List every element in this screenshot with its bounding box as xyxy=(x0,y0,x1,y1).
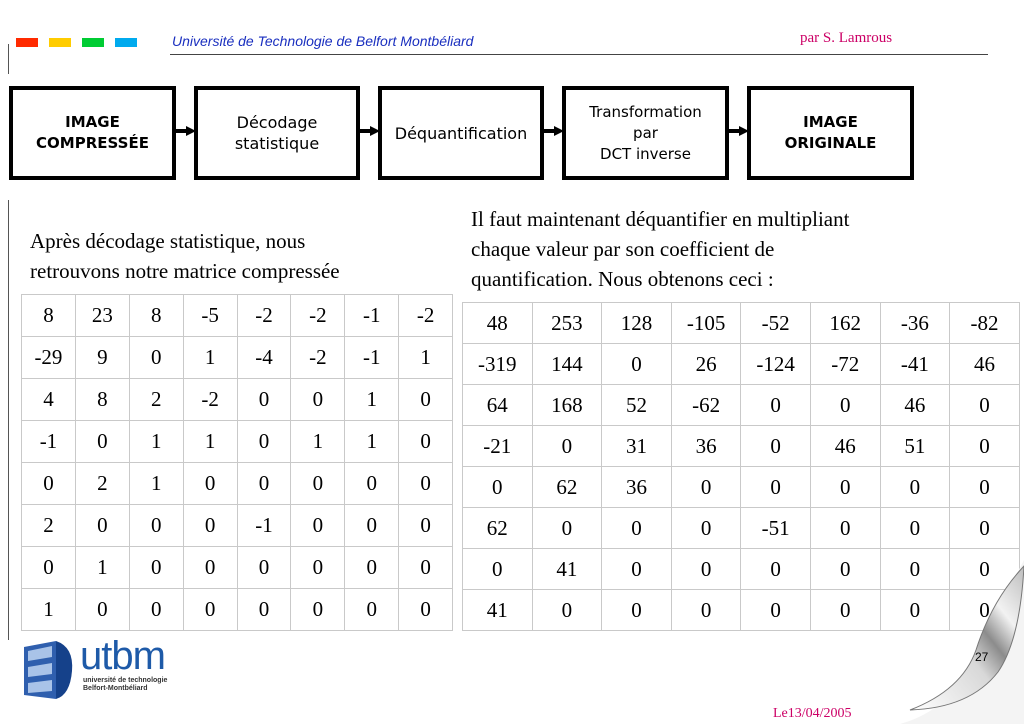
left-matrix-cell: 0 xyxy=(345,547,399,589)
left-matrix-row xyxy=(22,505,453,547)
step-label: Décodage statistique xyxy=(234,113,320,153)
right-matrix-cell: 0 xyxy=(463,549,533,590)
right-matrix-cell: -41 xyxy=(880,344,950,385)
left-matrix-cell: 0 xyxy=(399,379,453,421)
right-matrix-cell: 0 xyxy=(741,549,811,590)
left-matrix-cell: 0 xyxy=(399,505,453,547)
right-matrix-cell: 48 xyxy=(463,303,533,344)
right-matrix-cell: 0 xyxy=(741,385,811,426)
right-matrix-cell: 0 xyxy=(532,508,602,549)
footer-date: Le13/04/2005 xyxy=(773,706,852,721)
left-matrix-cell: 0 xyxy=(183,463,237,505)
right-matrix-cell: 0 xyxy=(671,590,741,631)
left-matrix-cell: 0 xyxy=(22,463,76,505)
left-matrix-cell: 0 xyxy=(291,547,345,589)
right-matrix-cell: 0 xyxy=(532,426,602,467)
left-matrix-cell: 0 xyxy=(129,337,183,379)
left-matrix-cell: -2 xyxy=(399,295,453,337)
right-matrix-cell: -319 xyxy=(463,344,533,385)
left-matrix-cell: 1 xyxy=(129,421,183,463)
step-label: IMAGE COMPRESSÉE xyxy=(36,113,149,152)
left-matrix-cell: 0 xyxy=(291,589,345,631)
left-matrix-cell: 0 xyxy=(183,505,237,547)
arrow-icon xyxy=(544,126,564,136)
right-matrix-cell: 36 xyxy=(671,426,741,467)
right-matrix-cell: 0 xyxy=(810,508,880,549)
left-matrix-cell: 2 xyxy=(129,379,183,421)
arrow-icon xyxy=(176,126,196,136)
right-matrix-cell: -82 xyxy=(950,303,1020,344)
right-matrix-cell: 144 xyxy=(532,344,602,385)
left-matrix-row xyxy=(22,463,453,505)
right-matrix-row xyxy=(463,303,1020,344)
right-matrix-cell: 0 xyxy=(950,508,1020,549)
compressed-matrix xyxy=(21,294,453,631)
right-matrix-cell: -105 xyxy=(671,303,741,344)
right-matrix-cell: 0 xyxy=(950,590,1020,631)
right-matrix-row xyxy=(463,508,1020,549)
right-matrix-cell: 62 xyxy=(532,467,602,508)
left-matrix-cell: 23 xyxy=(75,295,129,337)
left-matrix-cell: 1 xyxy=(129,463,183,505)
right-matrix-cell: 0 xyxy=(741,426,811,467)
left-matrix-cell: -1 xyxy=(345,295,399,337)
left-rule-top xyxy=(8,44,9,74)
right-matrix-cell: 253 xyxy=(532,303,602,344)
right-matrix-cell: -62 xyxy=(671,385,741,426)
right-matrix-cell: 0 xyxy=(810,467,880,508)
right-matrix-cell: 46 xyxy=(810,426,880,467)
left-matrix-cell: 0 xyxy=(75,421,129,463)
right-matrix-cell: 52 xyxy=(602,385,672,426)
left-matrix-cell: 0 xyxy=(75,589,129,631)
left-matrix-cell: 1 xyxy=(399,337,453,379)
bullet-red xyxy=(16,38,38,47)
step-label: IMAGE ORIGINALE xyxy=(784,113,877,152)
left-matrix-cell: 0 xyxy=(291,463,345,505)
right-matrix-cell: 0 xyxy=(810,590,880,631)
right-matrix-cell: 26 xyxy=(671,344,741,385)
left-matrix-cell: 0 xyxy=(183,547,237,589)
right-matrix-cell: 0 xyxy=(741,590,811,631)
right-matrix-cell: 64 xyxy=(463,385,533,426)
right-matrix-cell: 0 xyxy=(950,385,1020,426)
right-matrix-cell: 168 xyxy=(532,385,602,426)
step-statistical-decoding xyxy=(194,86,360,180)
left-matrix-cell: -2 xyxy=(291,337,345,379)
header-divider xyxy=(170,54,988,55)
right-matrix-cell: 46 xyxy=(950,344,1020,385)
left-matrix-cell: 1 xyxy=(183,337,237,379)
step-label: Transformation par DCT inverse xyxy=(589,102,702,163)
left-matrix-cell: 4 xyxy=(22,379,76,421)
left-matrix-cell: 0 xyxy=(345,589,399,631)
left-matrix-cell: 0 xyxy=(22,547,76,589)
left-matrix-cell: 2 xyxy=(22,505,76,547)
step-label: Déquantification xyxy=(394,123,528,143)
left-matrix-cell: 0 xyxy=(399,547,453,589)
left-rule-bottom xyxy=(8,200,9,640)
right-matrix-cell: 46 xyxy=(880,385,950,426)
left-matrix-cell: 0 xyxy=(129,589,183,631)
left-matrix-cell: 9 xyxy=(75,337,129,379)
right-matrix-cell: -21 xyxy=(463,426,533,467)
right-matrix-cell: -72 xyxy=(810,344,880,385)
left-matrix-row xyxy=(22,295,453,337)
left-matrix-cell: 0 xyxy=(75,505,129,547)
left-matrix-cell: -4 xyxy=(237,337,291,379)
bullet-blue xyxy=(115,38,137,47)
left-matrix-cell: 1 xyxy=(291,421,345,463)
right-matrix-row xyxy=(463,426,1020,467)
left-matrix-cell: 8 xyxy=(75,379,129,421)
bullet-green xyxy=(82,38,104,47)
right-matrix-cell: 0 xyxy=(671,508,741,549)
right-matrix-cell: 0 xyxy=(950,467,1020,508)
page-curl-icon xyxy=(880,560,1024,724)
left-matrix-cell: 0 xyxy=(237,589,291,631)
left-matrix-cell: -2 xyxy=(291,295,345,337)
logo-wordmark: utbm xyxy=(80,634,165,678)
left-matrix-cell: 1 xyxy=(22,589,76,631)
left-matrix-cell: 1 xyxy=(345,421,399,463)
left-matrix-row xyxy=(22,421,453,463)
right-matrix-cell: 51 xyxy=(880,426,950,467)
right-matrix-cell: 0 xyxy=(810,549,880,590)
right-matrix-cell: 162 xyxy=(810,303,880,344)
right-matrix-cell: 0 xyxy=(880,590,950,631)
left-matrix-cell: 0 xyxy=(237,421,291,463)
step-original-image xyxy=(747,86,914,180)
left-matrix-cell: 0 xyxy=(237,379,291,421)
left-matrix-cell: 0 xyxy=(183,589,237,631)
right-matrix-cell: 62 xyxy=(463,508,533,549)
left-matrix-cell: 0 xyxy=(399,463,453,505)
left-matrix-row xyxy=(22,547,453,589)
logo-subtitle: université de technologie Belfort-Montbéliard xyxy=(83,677,168,692)
left-matrix-cell: -1 xyxy=(237,505,291,547)
left-matrix-cell: -2 xyxy=(237,295,291,337)
left-matrix-cell: 2 xyxy=(75,463,129,505)
bullet-yellow xyxy=(49,38,71,47)
right-matrix-cell: 0 xyxy=(671,549,741,590)
institution-name: Université de Technologie de Belfort Montbéliard xyxy=(172,33,474,49)
left-matrix-cell: 0 xyxy=(129,547,183,589)
left-matrix-cell: 0 xyxy=(345,463,399,505)
right-matrix-cell: 128 xyxy=(602,303,672,344)
left-matrix-cell: -2 xyxy=(183,379,237,421)
right-matrix-cell: 0 xyxy=(602,590,672,631)
right-matrix-row xyxy=(463,467,1020,508)
left-matrix-cell: 1 xyxy=(345,379,399,421)
left-matrix-cell: 0 xyxy=(345,505,399,547)
left-matrix-cell: 8 xyxy=(129,295,183,337)
right-matrix-cell: 0 xyxy=(880,467,950,508)
left-matrix-cell: 1 xyxy=(75,547,129,589)
left-matrix-row xyxy=(22,589,453,631)
step-dequantification xyxy=(378,86,544,180)
right-matrix-cell: -36 xyxy=(880,303,950,344)
left-matrix-cell: -1 xyxy=(345,337,399,379)
left-matrix-cell: 0 xyxy=(399,589,453,631)
utbm-logo-icon xyxy=(16,637,76,703)
left-matrix-cell: 8 xyxy=(22,295,76,337)
step-compressed-image xyxy=(9,86,176,180)
left-caption: Après décodage statistique, nous retrouvons notre matrice compressée xyxy=(30,229,340,283)
left-matrix-cell: 0 xyxy=(129,505,183,547)
step-inverse-dct xyxy=(562,86,729,180)
right-matrix-row xyxy=(463,385,1020,426)
left-matrix-cell: 0 xyxy=(291,379,345,421)
right-matrix-cell: 0 xyxy=(950,549,1020,590)
right-matrix-cell: 0 xyxy=(810,385,880,426)
right-matrix-cell: 0 xyxy=(880,508,950,549)
right-matrix-cell: 31 xyxy=(602,426,672,467)
right-matrix-cell: 0 xyxy=(532,590,602,631)
right-matrix-cell: 0 xyxy=(463,467,533,508)
left-matrix-cell: 0 xyxy=(399,421,453,463)
right-matrix-cell: 36 xyxy=(602,467,672,508)
right-matrix-cell: 0 xyxy=(671,467,741,508)
left-matrix-row xyxy=(22,379,453,421)
left-matrix-cell: 0 xyxy=(291,505,345,547)
left-matrix-cell: 1 xyxy=(183,421,237,463)
right-matrix-cell: 0 xyxy=(880,549,950,590)
right-matrix-cell: 0 xyxy=(950,426,1020,467)
right-matrix-cell: 41 xyxy=(463,590,533,631)
left-matrix-cell: -5 xyxy=(183,295,237,337)
right-matrix-row xyxy=(463,344,1020,385)
right-matrix-cell: -52 xyxy=(741,303,811,344)
left-matrix-row xyxy=(22,337,453,379)
right-matrix-cell: 0 xyxy=(602,344,672,385)
right-matrix-cell: 0 xyxy=(602,549,672,590)
left-matrix-cell: 0 xyxy=(237,463,291,505)
left-matrix-cell: -1 xyxy=(22,421,76,463)
right-matrix-cell: 0 xyxy=(741,467,811,508)
right-matrix-cell: -51 xyxy=(741,508,811,549)
author-credit: par S. Lamrous xyxy=(800,30,893,46)
left-matrix-cell: 0 xyxy=(237,547,291,589)
right-caption: Il faut maintenant déquantifier en multipliant chaque valeur par son coefficient de quantification. Nous obtenons ceci : xyxy=(471,207,850,291)
right-matrix-cell: 0 xyxy=(602,508,672,549)
arrow-icon xyxy=(360,126,380,136)
arrow-icon xyxy=(729,126,749,136)
right-matrix-cell: 41 xyxy=(532,549,602,590)
right-matrix-cell: -124 xyxy=(741,344,811,385)
page-number: 27 xyxy=(975,650,989,664)
left-matrix-cell: -29 xyxy=(22,337,76,379)
